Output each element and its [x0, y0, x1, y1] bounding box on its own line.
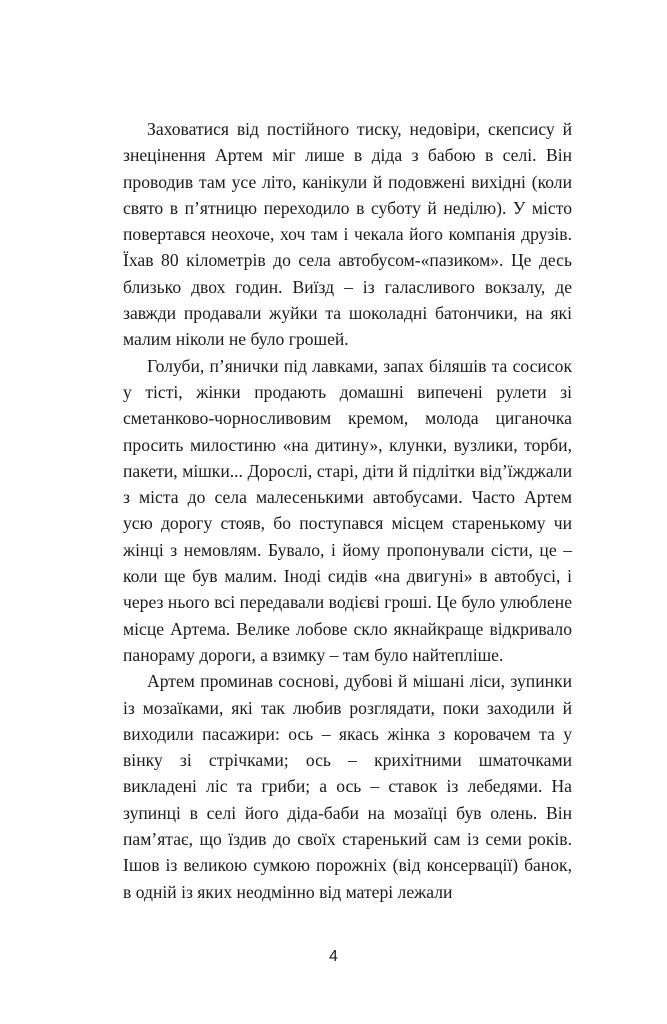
body-text [123, 116, 572, 905]
page-number: 4 [329, 948, 338, 965]
paragraph-1: Заховатися від постійного тиску, недовіри, скепсису й знецінення Артем міг лише в діда з бабою в селі. Він проводив там усе літо, канікули й подовжені вихідні (коли свято в п’ятницю переходило в суботу й неділю). У місто повертався неохоче, хоч там і чекала його компанія друзів. Їхав 80 кілометрів до села автобусом-«пазиком». Це десь близько двох годин. Виїзд – із галасливого вокзалу, де завжди продавали жуйки та шоколадні батончики, на які малим ніколи не було грошей. [123, 119, 572, 350]
paragraph-3: Артем проминав соснові, дубові й мішані ліси, зупинки із мозаїками, які так любив розглядати, поки заходили й виходили пасажири: ось – якась жінка з коровачем та у вінку зі стрічками; ось – крихітними шматочками викладені ліс та гриби; а ось – ставок із лебедями. На зупинці в селі його діда-баби на мозаїці був олень. Він пам’ятає, що їздив до своїх старенький сам із семи років. Ішов із великою сумкою порожніх (від консервації) банок, в одній із яких неодмінно від матері лежали [123, 671, 572, 902]
paragraph-2: Голуби, п’янички під лавками, запах біляшів та сосисок у тісті, жінки продають домашні випечені рулети зі сметанково-чорносливовим кремом, молода циганочка просить милостиню «на дитину», клунки, вузлики, торби, пакети, мішки... Дорослі, старі, діти й підлітки від’їжджали з міста до села малесенькими автобусами. Часто Артем усю дорогу стояв, бо поступався місцем старенькому чи жінці з немовлям. Бувало, і йому пропонували сісти, це – коли ще був малим. Іноді сидів «на двигуні» в автобусі, і через нього всі передавали водієві гроші. Це було улюблене місце Артема. Велике лобове скло якнайкраще відкривало панораму дороги, а взимку – там було найтепліше. [123, 355, 572, 665]
